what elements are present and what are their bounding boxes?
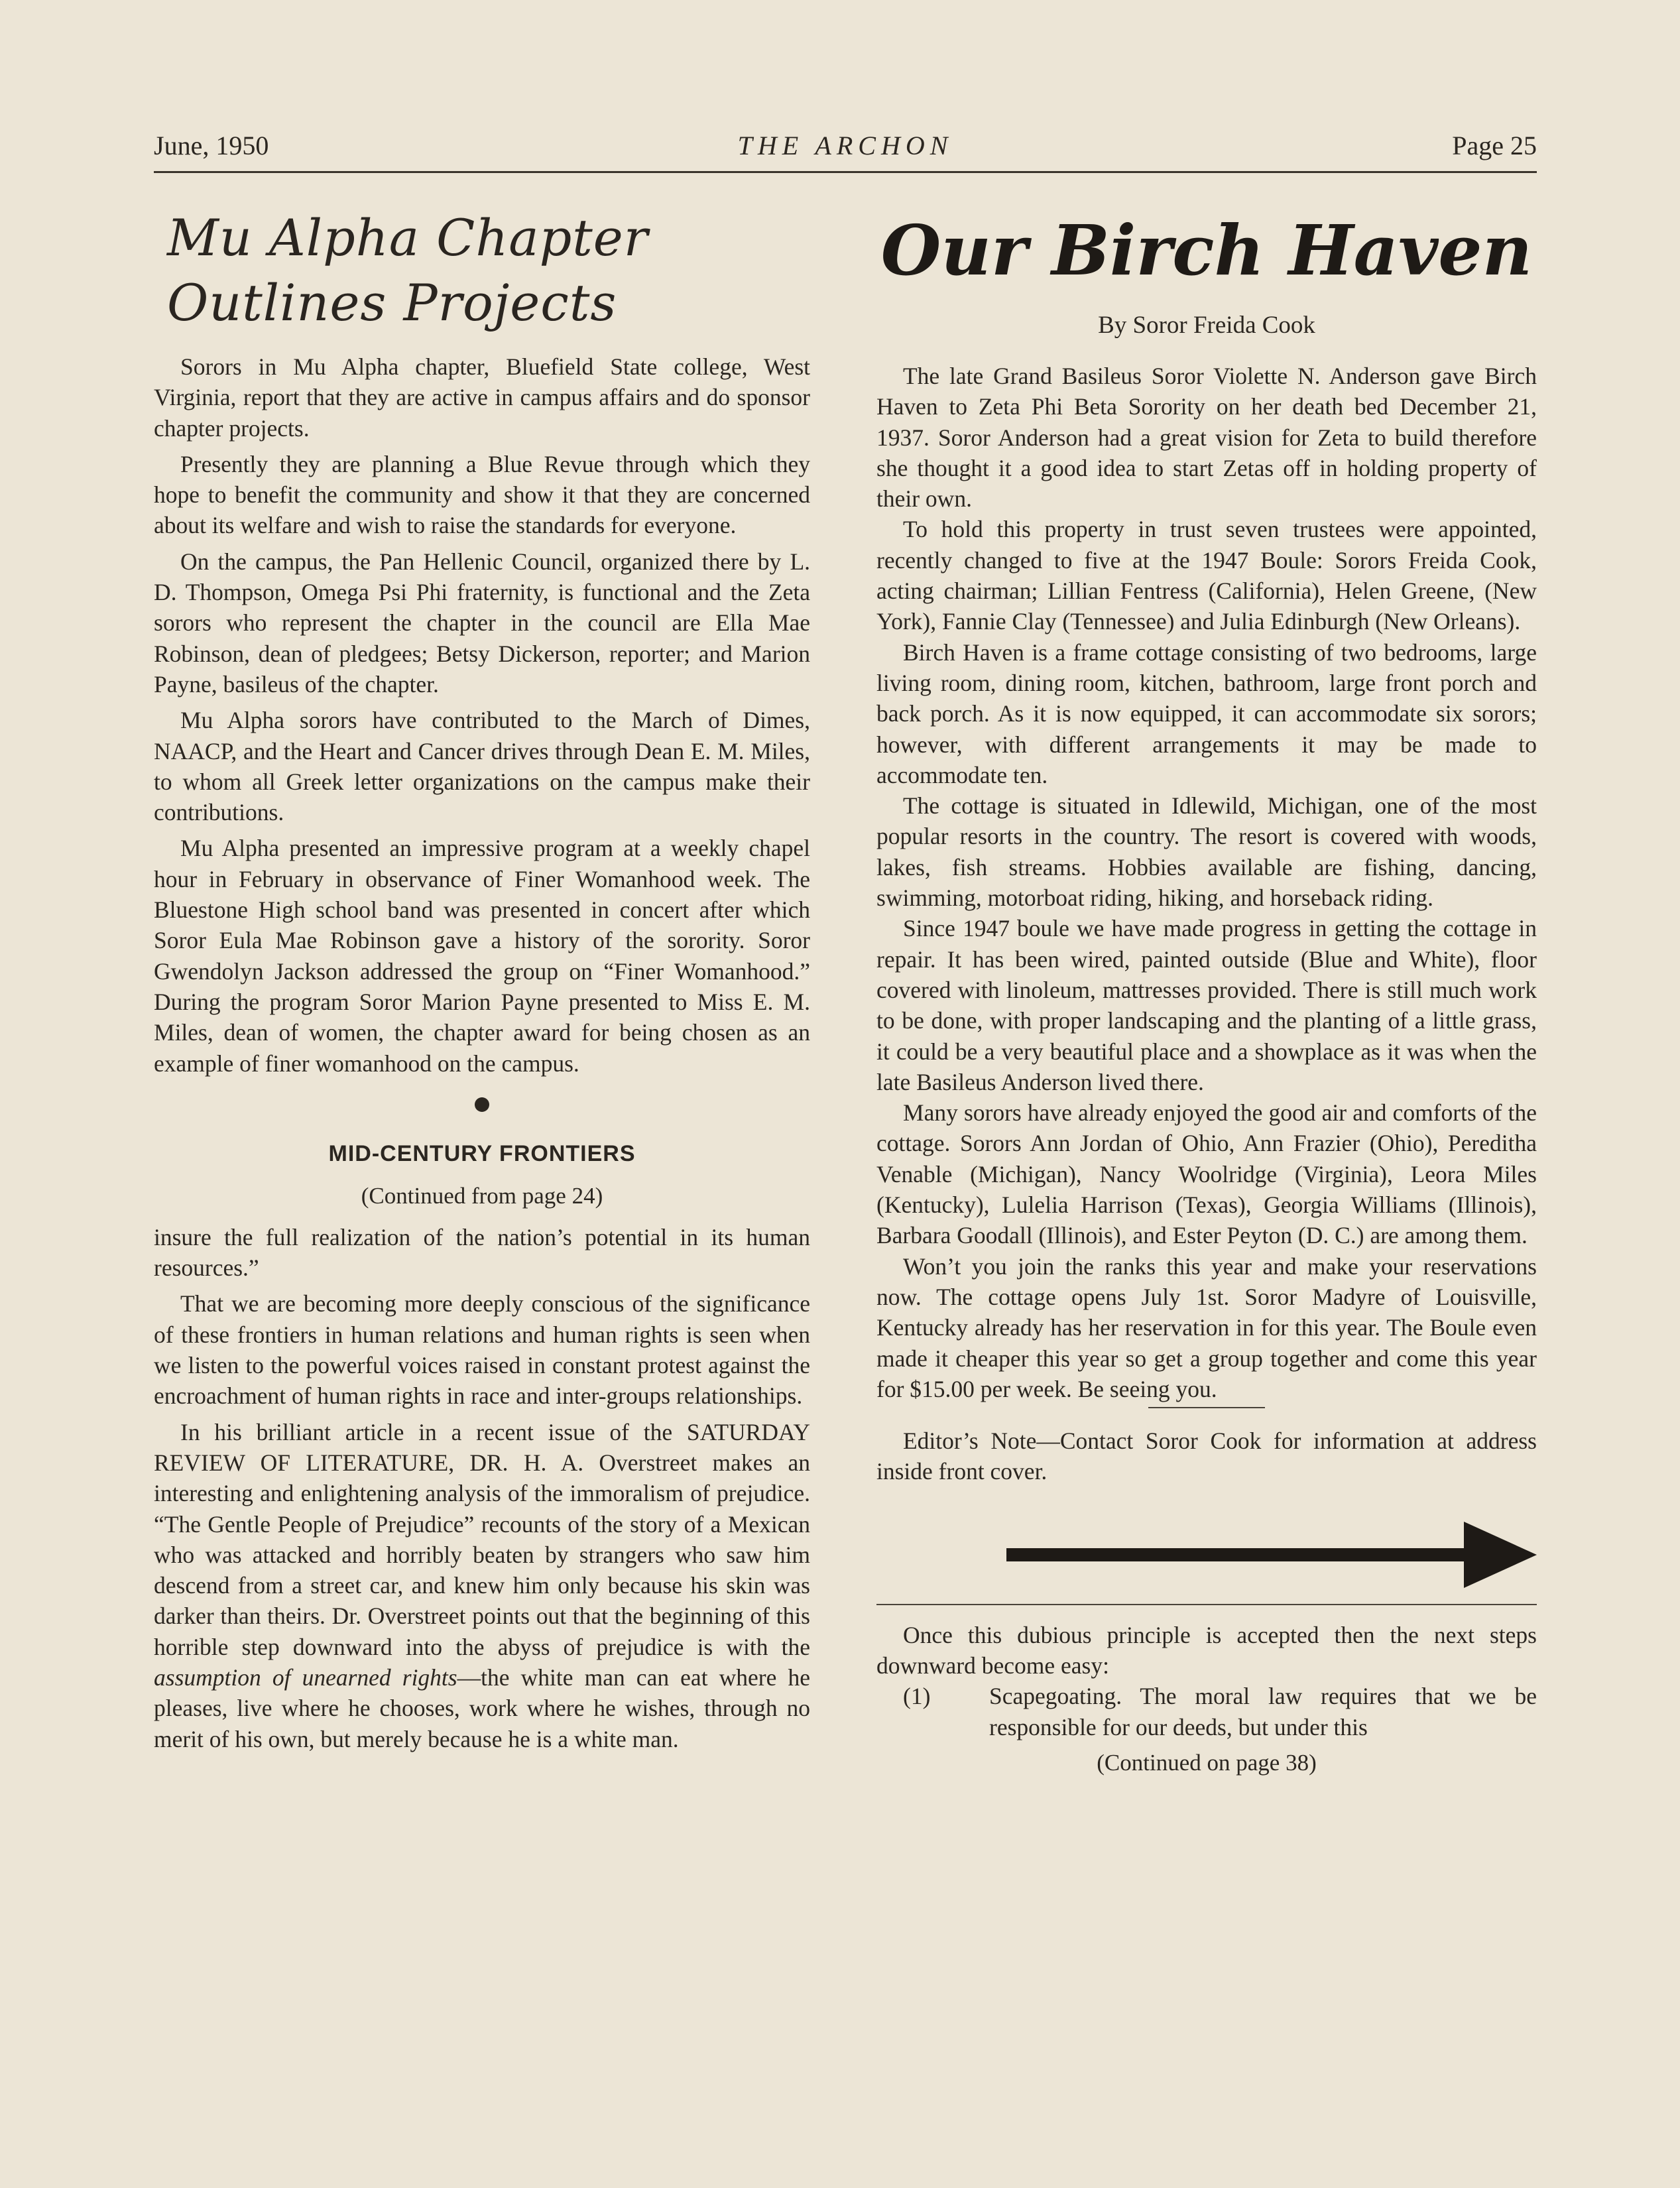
editors-note: Editor’s Note—Contact Soror Cook for information at address inside front cover.	[876, 1428, 1537, 1485]
list-text: Scapegoating. The moral law requires that we be responsible for our deeds, but under this	[989, 1683, 1537, 1740]
header-rule	[154, 171, 1537, 173]
list-item	[876, 1681, 1537, 1742]
right-column	[876, 206, 1537, 1789]
continued-from-note: (Continued from page 24)	[361, 1182, 603, 1209]
mu-alpha-title	[154, 206, 810, 351]
byline: By Soror Freida Cook	[1098, 312, 1315, 339]
mu-alpha-paragraph: Sorors in Mu Alpha chapter, Bluefield State college, West Virginia, report that they are active in campus affairs and do sponsor chapter projects.	[154, 353, 810, 442]
publication-title: THE ARCHON	[737, 131, 953, 160]
continued-on-note: (Continued on page 38)	[1097, 1749, 1317, 1776]
birch-haven-paragraph: The cottage is situated in Idlewild, Michigan, one of the most popular resorts in the country. The resort is covered with woods, lakes, fish streams. Hobbies available are fishing, dancing, swimming, motorboat riding, hiking, and horseback riding.	[876, 792, 1537, 912]
birch-haven-title: Our Birch Haven	[880, 210, 1533, 291]
issue-date: June, 1950	[154, 131, 269, 160]
birch-haven-paragraph: Won’t you join the ranks this year and make your reservations now. The cottage opens July 1st. Soror Madyre of Louisville, Kentucky already has her reservation in for this year. The Boule even made it cheaper this year so get a group together and come this year for $15.00 per week. Be seeing you.	[876, 1252, 1537, 1402]
frontiers-paragraph: That we are becoming more deeply conscious of the significance of these frontiers in human relations and human rights is seen when we listen to the powerful voices raised in constant protest against the encroachment of human rights in race and inter-groups relationships.	[154, 1290, 810, 1410]
frontiers-paragraph: insure the full realization of the nation’s potential in its human resources.”	[154, 1223, 810, 1282]
frontiers-text: In his brilliant article in a recent issue of the SATURDAY REVIEW OF LITERATURE, DR. H. A. Overstreet makes an interesting and enlightening analysis of the immoralism of prejudice. “The Gentle People of Prejudice” recounts of the story of a Mexican who was attacked and horribly beaten by strangers who saw him descend from a street car, and knew him only because his skin was darker than theirs. Dr. Overstreet points out that the beginning of this horrible step downward into the abyss of prejudice is with the	[154, 1418, 810, 1660]
mu-alpha-paragraph: Mu Alpha sorors have contributed to the March of Dimes, NAACP, and the Heart and Cancer drives through Dean E. M. Miles, to whom all Greek letter organizations on the campus make their contributions.	[154, 707, 810, 826]
birch-haven-paragraph: The late Grand Basileus Soror Violette N. Anderson gave Birch Haven to Zeta Phi Beta Sorority on her death bed December 21, 1937. Soror Anderson had a great vision for Zeta to build therefore she thought it a good idea to start Zetas off in holding property of their own.	[876, 363, 1537, 513]
frontiers-paragraph: Once this dubious principle is accepted then the next steps downward become easy:	[876, 1621, 1537, 1679]
page-number: Page 25	[1452, 131, 1537, 160]
list-number: (1)	[903, 1683, 931, 1710]
mu-alpha-title-line2: Outlines Projects	[167, 273, 617, 332]
birch-haven-paragraph: Many sorors have already enjoyed the good air and comforts of the cottage. Sorors Ann Jordan of Ohio, Ann Frazier (Ohio), Pereditha Venable (Michigan), Nancy Woolridge (Virginia), Leora Miles (Kentucky), Lulelia Harrison (Texas), Georgia Williams (Illinois), Barbara Goodall (Illinois), and Ester Peyton (D. C.) are among them.	[876, 1099, 1537, 1249]
right-arrow-icon	[1006, 1522, 1537, 1588]
column-rule	[876, 1604, 1537, 1605]
birch-haven-paragraph: Birch Haven is a frame cottage consisting of two bedrooms, large living room, dining room, kitchen, bathroom, large front porch and back porch. As it is now equipped, it can accommodate six sorors; however, with different arrangements it may be made to accommodate ten.	[876, 638, 1537, 788]
frontiers-heading: MID-CENTURY FRONTIERS	[328, 1140, 636, 1166]
bullet-dot-icon	[475, 1097, 489, 1112]
frontiers-emphasis: assumption of unearned rights	[154, 1664, 457, 1691]
page-header	[154, 130, 1537, 174]
frontiers-text: —the white man can eat where he pleases, live where he chooses, work where he wishes, through no merit of his own, but merely because he is a white man.	[154, 1664, 810, 1752]
frontiers-paragraph	[154, 1417, 810, 1754]
continuation-arrow	[876, 1502, 1537, 1601]
left-column	[154, 206, 810, 1754]
section-divider	[1148, 1407, 1265, 1408]
mu-alpha-paragraph: On the campus, the Pan Hellenic Council, organized there by L. D. Thompson, Omega Psi Phi fraternity, is functional and the Zeta sorors who represent the chapter in the council are Ella Mae Robinson, dean of pledgees; Betsy Dickerson, reporter; and Marion Payne, basileus of the chapter.	[154, 548, 810, 698]
birch-haven-paragraph: Since 1947 boule we have made progress in getting the cottage in repair. It has been wired, painted outside (Blue and White), floor covered with linoleum, mattresses provided. There is still much work to be done, with proper landscaping and the planting of a little grass, it could be a very beautiful place and a showplace as it was when the late Basileus Anderson lived there.	[876, 915, 1537, 1095]
mu-alpha-title-line1: Mu Alpha Chapter	[167, 208, 649, 267]
mu-alpha-paragraph: Presently they are planning a Blue Revue through which they hope to benefit the community and show it that they are concerned about its welfare and wish to raise the standards for everyone.	[154, 450, 810, 539]
birch-haven-paragraph: To hold this property in trust seven trustees were appointed, recently changed to five at the 1947 Boule: Sorors Freida Cook, acting chairman; Lillian Fentress (California), Helen Greene, (New York), Fannie Clay (Tennessee) and Julia Edinburgh (New Orleans).	[876, 516, 1537, 635]
mu-alpha-paragraph: Mu Alpha presented an impressive program at a weekly chapel hour in February in observance of Finer Womanhood week. The Bluestone High school band was presented in concert after which Soror Eula Mae Robinson gave a history of the sorority. Soror Gwendolyn Jackson addressed the group on “Finer Womanhood.” During the program Soror Marion Payne presented to Miss E. M. Miles, dean of women, the chapter award for being chosen as an example of finer womanhood on the campus.	[154, 835, 810, 1077]
